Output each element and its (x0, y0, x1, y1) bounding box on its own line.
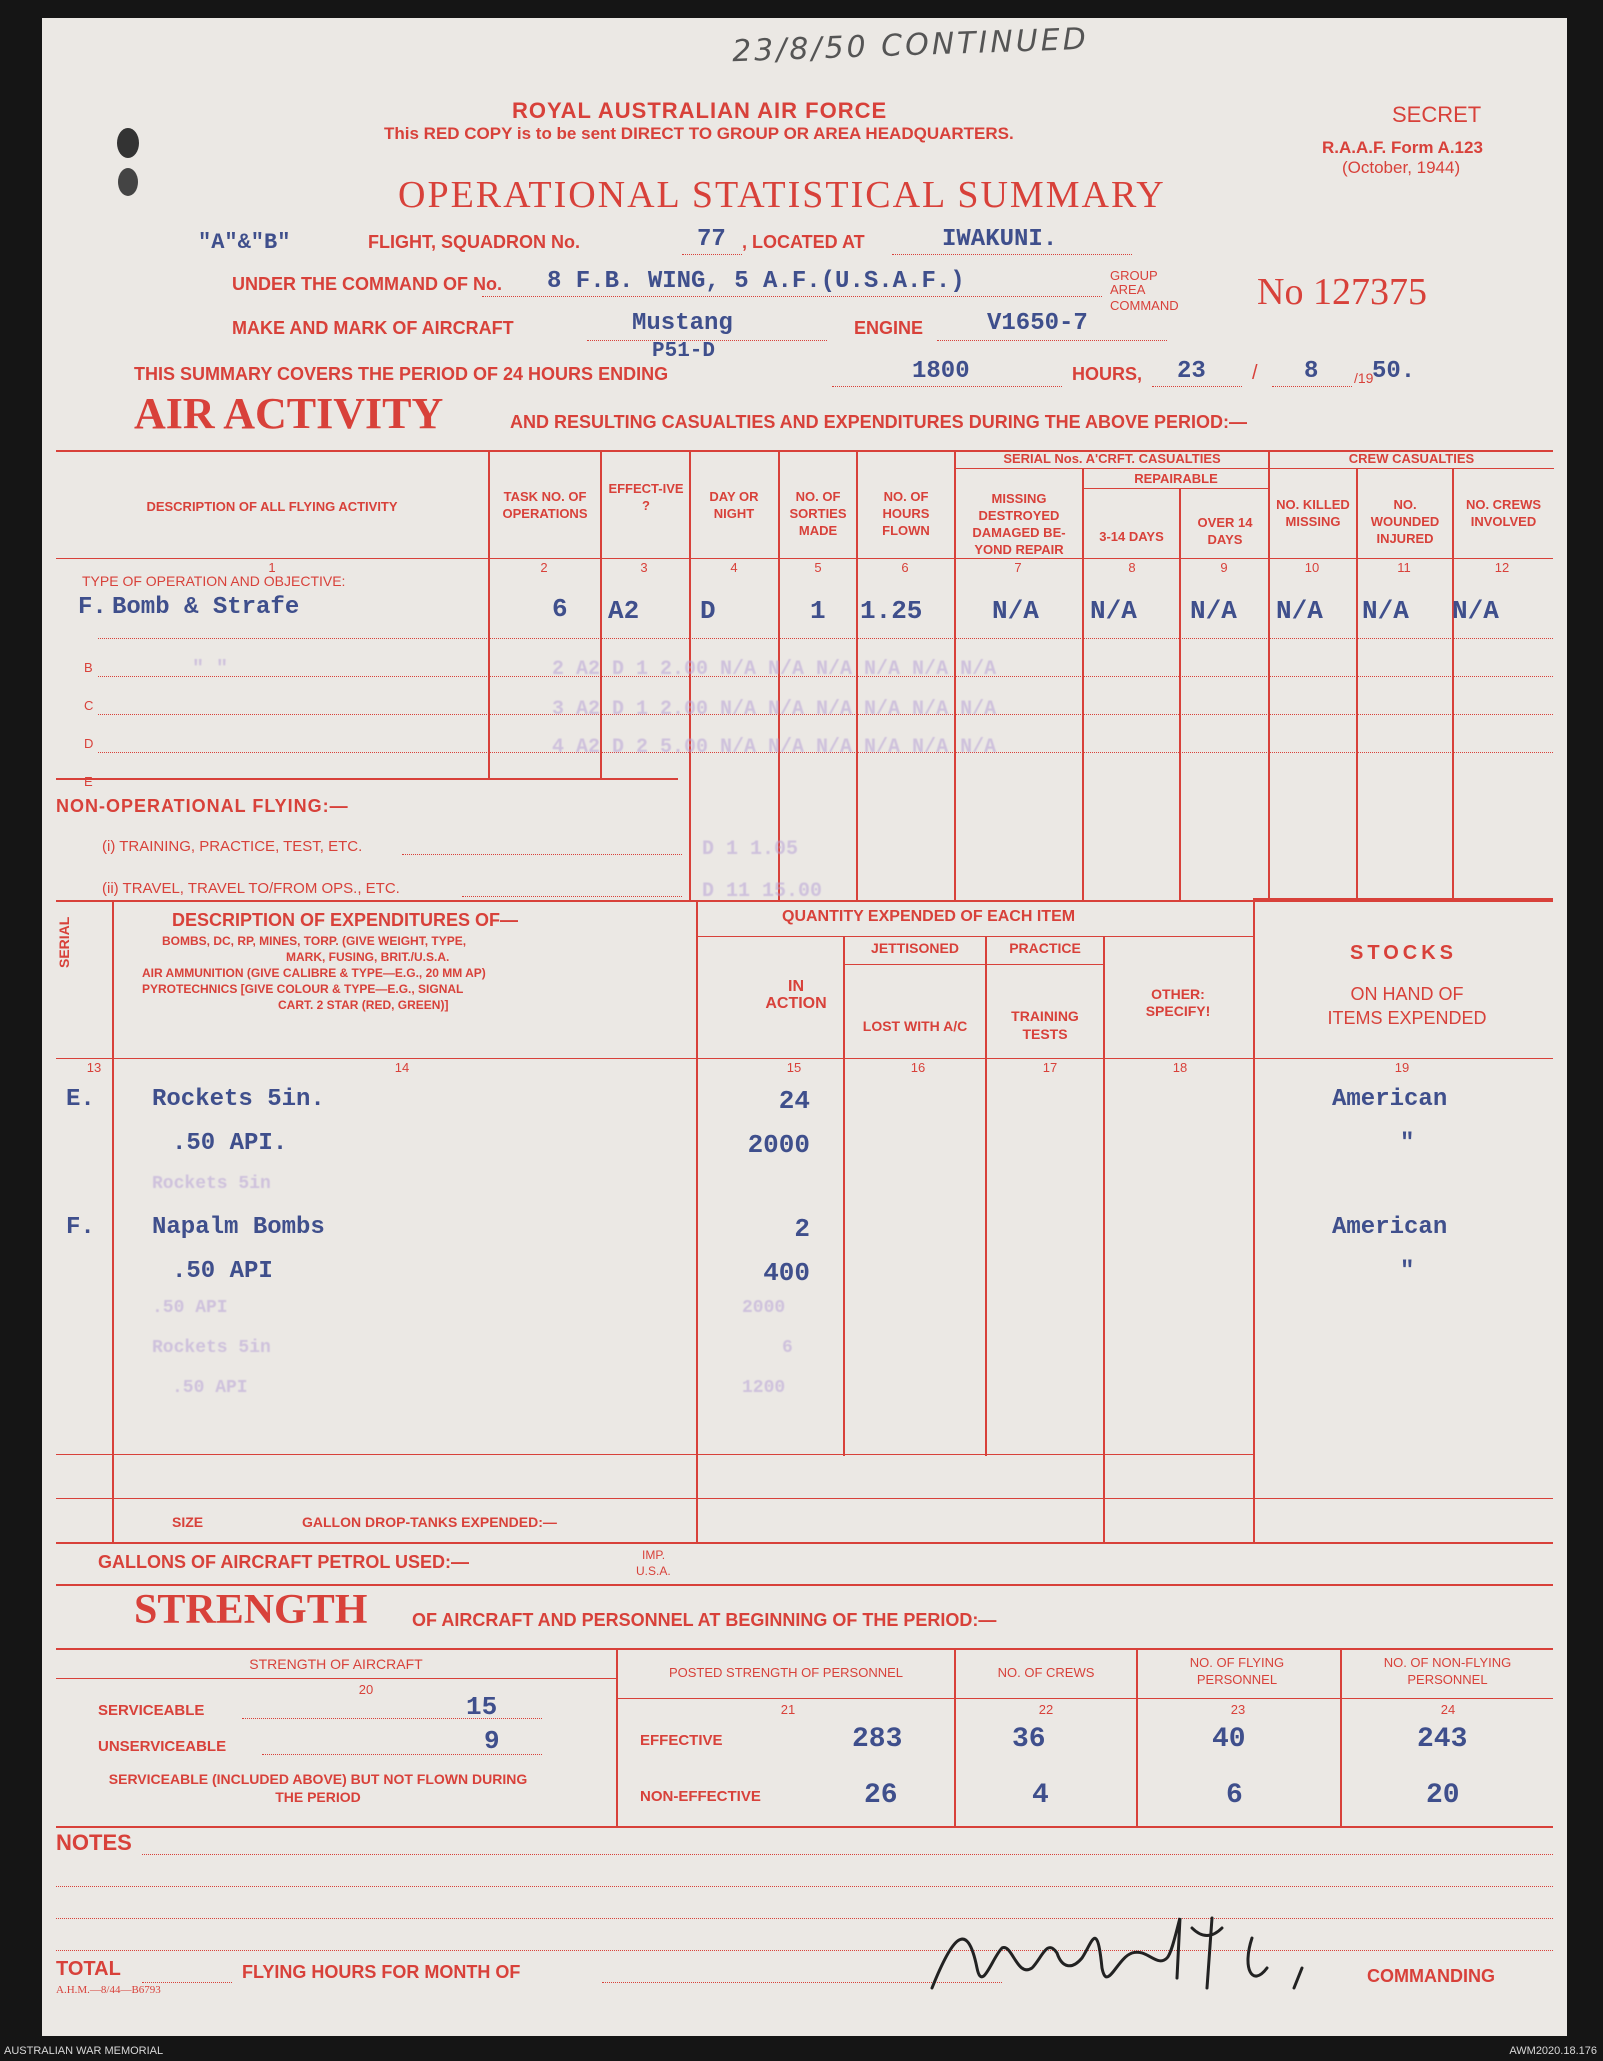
serial-vertical-header: SERIAL (56, 916, 72, 968)
serviceable-value: 15 (466, 1692, 498, 1722)
col-number: 13 (86, 1060, 102, 1075)
row-task: 6 (552, 594, 568, 624)
col-crews-header: NO. CREWS INVOLVED (1465, 497, 1542, 529)
expenditures-desc-title: DESCRIPTION OF EXPENDITURES OF— (172, 910, 519, 930)
exp-stock: American (1332, 1214, 1448, 1241)
row-description: Bomb & Strafe (112, 594, 300, 621)
form-title: OPERATIONAL STATISTICAL SUMMARY (398, 174, 1166, 216)
strength-subtitle: OF AIRCRAFT AND PERSONNEL AT BEGINNING OF THE PERIOD:— (412, 1610, 997, 1630)
usa-label: U.S.A. (636, 1564, 671, 1578)
commanding-label: COMMANDING (1367, 1966, 1495, 1986)
year-prefix: /19 (1354, 370, 1374, 386)
col-number: 12 (1494, 560, 1510, 575)
col-number: 18 (1172, 1060, 1188, 1075)
col-missing-header: MISSING DESTROYED DAMAGED BE-YOND REPAIR (972, 491, 1066, 557)
location-value: IWAKUNI. (942, 226, 1058, 253)
col-number: 10 (1304, 560, 1320, 575)
non-op-label: NON-OPERATIONAL FLYING:— (56, 796, 349, 816)
exp-qty: 400 (763, 1258, 810, 1288)
row-c9: N/A (1190, 596, 1237, 626)
col-killed-header: NO. KILLED MISSING (1276, 497, 1350, 529)
stocks-header: STOCKS (1350, 942, 1457, 964)
serial-casualties-header: SERIAL Nos. A'CRFT. CASUALTIES (1003, 451, 1221, 466)
exp-item: Rockets 5in. (152, 1086, 325, 1113)
punch-hole (117, 128, 139, 158)
archive-credit-left: AUSTRALIAN WAR MEMORIAL (4, 2045, 164, 2057)
hours-value: 1800 (912, 358, 970, 385)
col-number: 9 (1220, 560, 1228, 575)
col-over14-header: OVER 14 DAYS (1197, 515, 1253, 547)
hours-label: HOURS, (1072, 364, 1143, 384)
day-value: 23 (1177, 358, 1206, 385)
col-number: 5 (814, 560, 822, 575)
strength-title: STRENGTH (134, 1587, 368, 1633)
period-label: THIS SUMMARY COVERS THE PERIOD OF 24 HOURS ENDING (134, 364, 669, 384)
lost-header: LOST WITH A/C (862, 1018, 968, 1034)
col-number: 24 (1440, 1702, 1456, 1717)
col-number: 8 (1128, 560, 1136, 575)
row-letter-d: D (84, 736, 94, 751)
in-action-header: IN ACTION (765, 978, 827, 1012)
command-value: 8 F.B. WING, 5 A.F.(U.S.A.F.) (547, 268, 965, 295)
non-effective-nonflying: 20 (1426, 1780, 1460, 1811)
petrol-label: GALLONS OF AIRCRAFT PETROL USED:— (98, 1552, 469, 1572)
exp-qty: 2 (794, 1214, 810, 1244)
col-314-header: 3-14 DAYS (1099, 529, 1164, 544)
col-desc-header: DESCRIPTION OF ALL FLYING ACTIVITY (146, 499, 398, 514)
stocks-subheader: ON HAND OF ITEMS EXPENDED (1327, 984, 1487, 1028)
row-letter-b: B (84, 660, 93, 675)
col-number: 19 (1394, 1060, 1410, 1075)
expenditures-desc-line: BOMBS, DC, RP, MINES, TORP. (GIVE WEIGHT, TYPE, (162, 934, 467, 948)
effective-flying: 40 (1212, 1724, 1246, 1755)
exp-qty: 24 (778, 1086, 810, 1116)
aircraft-mark: P51-D (652, 340, 716, 363)
engine-value: V1650-7 (987, 310, 1088, 337)
exp-qty: 2000 (747, 1130, 810, 1160)
col-number: 14 (394, 1060, 410, 1075)
other-header: OTHER: SPECIFY! (1145, 986, 1211, 1019)
nonflying-personnel-header: NO. OF NON-FLYING PERSONNEL (1383, 1655, 1512, 1687)
col-number: 7 (1014, 560, 1022, 575)
row-c11: N/A (1362, 596, 1409, 626)
repairable-header: REPAIRABLE (1134, 471, 1218, 486)
row-effective: A2 (608, 596, 640, 626)
print-code: A.H.M.—8/44—B6793 (56, 1984, 161, 1996)
col-number: 3 (640, 560, 648, 575)
non-effective-crews: 4 (1032, 1780, 1049, 1811)
col-wounded-header: NO. WOUNDED INJURED (1370, 497, 1440, 546)
archive-credit-right: AWM2020.18.176 (1509, 2045, 1597, 2057)
imp-label: IMP. (642, 1548, 666, 1562)
commanding-officer-signature (922, 1898, 1362, 2008)
squadron-number: 77 (697, 226, 726, 253)
not-flown-label: SERVICEABLE (INCLUDED ABOVE) BUT NOT FLOWN DURING THE PERIOD (108, 1771, 528, 1805)
exp-stock: " (1400, 1258, 1415, 1285)
exp-item: .50 API. (172, 1130, 288, 1157)
col-number: 2 (540, 560, 548, 575)
col-number: 1 (268, 560, 276, 575)
practice-header: PRACTICE (1009, 940, 1081, 956)
col-effective-header: EFFECT-IVE ? (608, 481, 684, 513)
aircraft-strength-header: STRENGTH OF AIRCRAFT (249, 1656, 423, 1672)
expenditures-desc-line: AIR AMMUNITION (GIVE CALIBRE & TYPE—E.G., 20 MM AP) (142, 966, 486, 980)
effective-nonflying: 243 (1417, 1724, 1468, 1755)
effective-posted: 283 (852, 1724, 903, 1755)
col-task-header: TASK NO. OF OPERATIONS (502, 489, 588, 521)
non-effective-label: NON-EFFECTIVE (640, 1788, 761, 1805)
flying-hours-month-label: FLYING HOURS FOR MONTH OF (242, 1962, 521, 1982)
non-op-travel: (ii) TRAVEL, TRAVEL TO/FROM OPS., ETC. (102, 880, 400, 897)
posted-strength-header: POSTED STRENGTH OF PERSONNEL (668, 1665, 904, 1680)
group-area-label-3: COMMAND (1110, 298, 1179, 313)
col-number: 23 (1230, 1702, 1246, 1717)
col-hours-header: NO. OF HOURS FLOWN (882, 489, 930, 538)
col-number: 6 (901, 560, 909, 575)
row-c12: N/A (1452, 596, 1499, 626)
col-daynight-header: DAY OR NIGHT (709, 489, 759, 521)
exp-serial: F. (66, 1214, 95, 1241)
col-number: 22 (1038, 1702, 1054, 1717)
row-c8: N/A (1090, 596, 1137, 626)
col-number: 4 (730, 560, 738, 575)
non-effective-flying: 6 (1226, 1780, 1243, 1811)
located-label: , LOCATED AT (742, 232, 865, 252)
org-title: ROYAL AUSTRALIAN AIR FORCE (512, 98, 888, 123)
row-daynight: D (700, 596, 716, 626)
flying-personnel-header: NO. OF FLYING PERSONNEL (1189, 1655, 1285, 1687)
year-value: 50. (1372, 358, 1416, 385)
unserviceable-label: UNSERVICEABLE (98, 1738, 227, 1755)
non-op-training: (i) TRAINING, PRACTICE, TEST, ETC. (102, 838, 363, 855)
red-copy-instruction: This RED COPY is to be sent DIRECT TO GROUP OR AREA HEADQUARTERS. (384, 124, 1014, 143)
expenditures-desc-line: PYROTECHNICS [GIVE COLOUR & TYPE—E.G., SIGNAL (142, 982, 464, 996)
size-label: SIZE (172, 1514, 204, 1530)
month-value: 8 (1304, 358, 1319, 385)
group-area-label: GROUP (1110, 268, 1158, 283)
row-c10: N/A (1276, 596, 1323, 626)
col-number: 15 (786, 1060, 802, 1075)
col-number: 16 (910, 1060, 926, 1075)
total-label: TOTAL (56, 1958, 121, 1980)
form-date: (October, 1944) (1342, 158, 1461, 177)
row-letter-c: C (84, 698, 94, 713)
effective-label: EFFECTIVE (640, 1732, 723, 1749)
aircraft-label: MAKE AND MARK OF AIRCRAFT (232, 318, 514, 338)
row-c7: N/A (992, 596, 1039, 626)
col-number: 20 (358, 1682, 374, 1697)
effective-crews: 36 (1012, 1724, 1046, 1755)
quantity-header: QUANTITY EXPENDED OF EACH ITEM (782, 908, 1076, 925)
col-number: 17 (1042, 1060, 1058, 1075)
serial-number: No 127375 (1257, 271, 1427, 313)
non-effective-posted: 26 (864, 1780, 898, 1811)
flight-label: FLIGHT, SQUADRON No. (368, 232, 580, 252)
command-label: UNDER THE COMMAND OF No. (232, 274, 502, 294)
crews-header: NO. OF CREWS (997, 1665, 1095, 1680)
exp-stock: American (1332, 1086, 1448, 1113)
row-letter-e: E (84, 774, 93, 789)
air-activity-title: AIR ACTIVITY (134, 389, 444, 438)
exp-serial: E. (66, 1086, 95, 1113)
group-area-label-2: AREA (1110, 282, 1146, 297)
row-letter: F. (78, 594, 107, 621)
tests-header: TESTS (1022, 1026, 1068, 1042)
droptanks-label: GALLON DROP-TANKS EXPENDED:— (302, 1514, 557, 1530)
jettisoned-header: JETTISONED (871, 940, 959, 956)
expenditures-desc-line: MARK, FUSING, BRIT./U.S.A. (286, 950, 450, 964)
exp-stock: " (1400, 1130, 1415, 1157)
row-sorties: 1 (810, 596, 826, 626)
unserviceable-value: 9 (484, 1726, 500, 1756)
type-of-operation-label: TYPE OF OPERATION AND OBJECTIVE: (82, 573, 346, 589)
col-sorties-header: NO. OF SORTIES MADE (789, 489, 847, 538)
crew-casualties-header: CREW CASUALTIES (1348, 451, 1475, 466)
expenditures-desc-line: CART. 2 STAR (RED, GREEN)] (278, 998, 449, 1012)
form-sheet: 23/8/50 CONTINUED ROYAL AUSTRALIAN AIR FORCE This RED COPY is to be sent DIRECT TO GROUP OR AREA HEADQUARTERS. SECRET R.A.A.F. Form A.123 (October, 1944) OPERATIONAL STATISTICAL SUMMARY "A"&"B" FLIGHT, SQUADRON No. 77 , LOCATED AT IWAKUNI. UNDER THE COMMAND OF No. 8 F.B. WING, 5 A.F.(U.S.A.F.) GROUP AREA COMMAND No 127375 MAKE AND MARK OF AIRCRAFT Mustang P51-D ENGINE V1650-7 THIS SUMMARY COVERS THE PERIOD OF 24 HOURS ENDING 1800 HOURS, 23 / 8 /19 50. AIR ACTIVITY AND RESULTING CASUALTIES AND EXPENDITURES DURING THE ABOVE PERIOD:— DESCRIPTION OF ALL FLYING ACTIVITY TASK NO. OF OPERATIONS EFFECT-IVE ? DAY OR NIGHT NO. OF SORTIES MADE NO. OF HOURS FLOWN SERIAL Nos. A'CRFT. CASUALTIES MISSING DESTROYED DAMAGED BE-YOND REPAIR REPAIRABLE 3-14 DAYS OVER 14 DAYS CREW CASUALTIES NO. KILLED MISSING NO. WOUNDED INJURED NO. CREWS INVOLVED 1 2 3 4 5 6 7 8 9 10 11 12 TYPE OF OPERATION AND OBJECTIVE: F. Bomb & Strafe 6 A2 D 1 1.25 N/A N/A N/A N/A N/A N/A B C D E " " 2 A2 D 1 2.00 N/A N/A N/A N/A N/A N/A 3 A2 D 1 2.00 N/A N/A N/A N/A N/A N/A 4 A2 D 2 5.00 N/A N/A N/A N/A N/A N/A NON-OPERATIONAL FLYING:— (i) TRAINING, PRACTICE, TEST, ETC. (ii) TRAVEL, TRAVEL TO/FROM OPS., ETC. D 1 1.05 D 11 15.00 SERIAL DESCRIPTION OF EXPENDITURES OF— BOMBS, DC, RP, MINES, TORP. (GIVE WEIGHT, TYPE, MARK, FUSING, BRIT./U.S.A. AIR AMMUNITION (GIVE CALIBRE & TYPE—E.G., 20 MM AP) PYROTECHNICS [GIVE COLOUR & TYPE—E.G., SIGNAL CART. 2 STAR (RED, GREEN)] QUANTITY EXPENDED OF EACH ITEM IN ACTION JETTISONED LOST WITH A/C PRACTICE TRAINING TESTS OTHER: SPECIFY! STOCKS ON HAND OF ITEMS EXPENDED 13 14 15 16 17 18 19 E. Rockets 5in. 24 American .50 API. 2000 " F. Napalm Bombs 2 American .50 API 400 " Rockets 5in .50 API 2000 Rockets 5in 6 .50 API 1200 SIZE GALLON DROP-TANKS EXPENDED:— GALLONS OF AIRCRAFT PETROL USED:— IMP. U.S.A. STRENGTH OF AIRCRAFT AND PERSONNEL AT BEGINNING OF THE PERIOD:— STRENGTH OF AIRCRAFT POSTED STRENGTH OF PERSONNEL NO. OF CREWS NO. OF FLYING PERSONNEL NO. OF NON-FLYING PERSONNEL 20 21 22 23 24 SERVICEABLE 15 UNSERVICEABLE 9 SERVICEABLE (INCLUDED ABOVE) BUT NOT FLOWN DURING THE PERIOD EFFECTIVE 283 36 40 243 NON-EFFECTIVE 26 4 6 20 NOTES TOTAL FLYING HOURS FOR MONTH OF COMMANDING A.H.M.—8/44—B6793 (42, 18, 1567, 2036)
form-number: R.A.A.F. Form A.123 (1322, 138, 1483, 157)
exp-item: .50 API (172, 1258, 273, 1285)
secret-label: SECRET (1392, 102, 1482, 127)
flight-value: "A"&"B" (198, 230, 291, 255)
training-header: TRAINING (1011, 1008, 1079, 1024)
serviceable-label: SERVICEABLE (98, 1702, 205, 1719)
engine-label: ENGINE (854, 318, 924, 338)
row-hours: 1.25 (860, 596, 923, 626)
punch-hole (118, 168, 138, 196)
notes-label: NOTES (56, 1830, 132, 1855)
air-activity-subtitle: AND RESULTING CASUALTIES AND EXPENDITURES DURING THE ABOVE PERIOD:— (510, 412, 1248, 432)
exp-item: Napalm Bombs (152, 1214, 325, 1241)
col-number: 11 (1397, 560, 1411, 575)
handwritten-date-note: 23/8/50 CONTINUED (731, 21, 1090, 70)
aircraft-make: Mustang (632, 310, 733, 337)
col-number: 21 (780, 1702, 796, 1717)
